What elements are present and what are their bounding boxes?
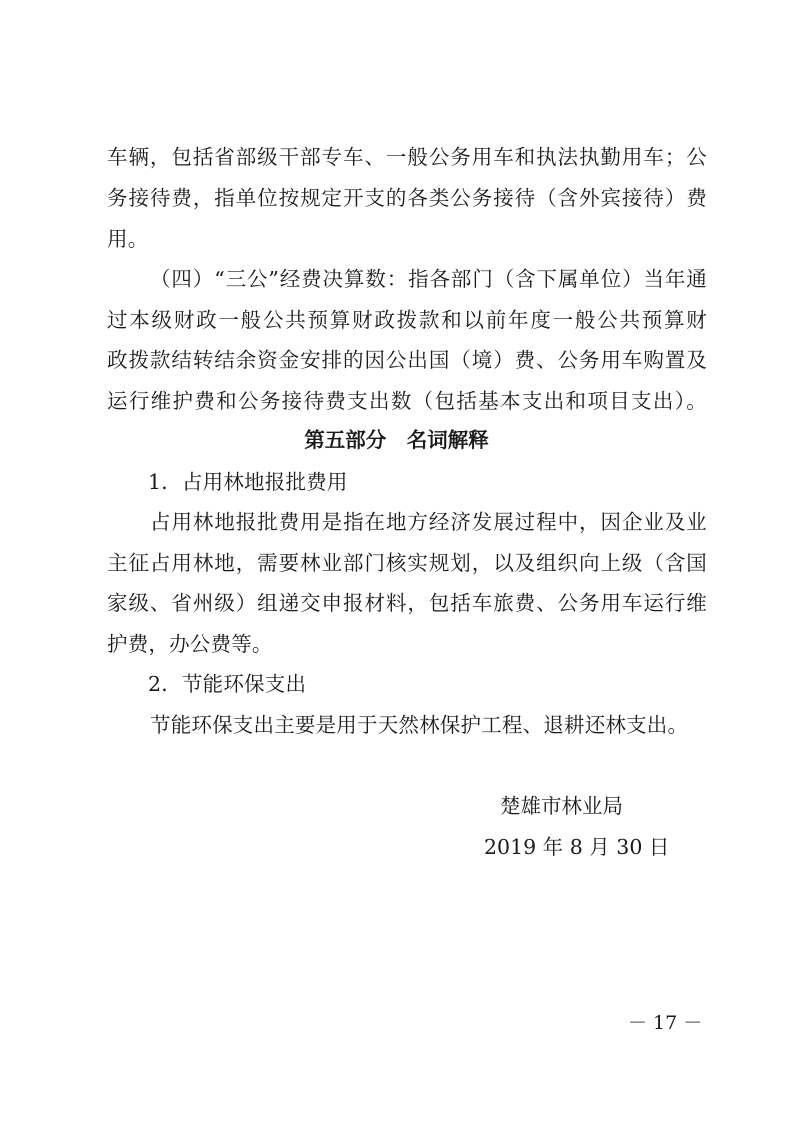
paragraph-line: （四）“三公”经费决算数：指各部门（含下属单位）当年通 <box>150 267 707 291</box>
paragraph-line: 过本级财政一般公共预算财政拨款和以前年度一般公共预算财 <box>107 308 707 332</box>
paragraph-line: 车辆，包括省部级干部专车、一般公务用车和执法执勤用车；公 <box>107 145 707 169</box>
paragraph-line: 运行维护费和公务接待费支出数（包括基本支出和项目支出）。 <box>107 389 707 413</box>
paragraph-line: 用。 <box>107 227 149 251</box>
section-heading: 第五部分 名词解释 <box>304 428 489 452</box>
paragraph-line: 家级、省州级）组递交申报材料，包括车旅费、公务用车运行维 <box>107 591 707 615</box>
paragraph-line: 政拨款结转结余资金安排的因公出国（境）费、公务用车购置及 <box>107 348 707 372</box>
paragraph-line: 节能环保支出主要是用于天然林保护工程、退耕还林支出。 <box>150 713 689 737</box>
paragraph-line: 护费，办公费等。 <box>107 632 273 656</box>
signature-org: 楚雄市林业局 <box>500 794 623 818</box>
signature-date: 2019 年 8 月 30 日 <box>484 835 670 859</box>
item-title: 1．占用林地报批费用 <box>148 470 348 494</box>
paragraph-line: 务接待费，指单位按规定开支的各类公务接待（含外宾接待）费 <box>107 186 707 210</box>
item-title: 2．节能环保支出 <box>148 672 307 696</box>
paragraph-line: 主征占用林地，需要林业部门核实规划，以及组织向上级（含国 <box>107 551 707 575</box>
paragraph-line: 占用林地报批费用是指在地方经济发展过程中，因企业及业 <box>150 510 707 534</box>
page-number: － 17 － <box>628 1012 703 1034</box>
